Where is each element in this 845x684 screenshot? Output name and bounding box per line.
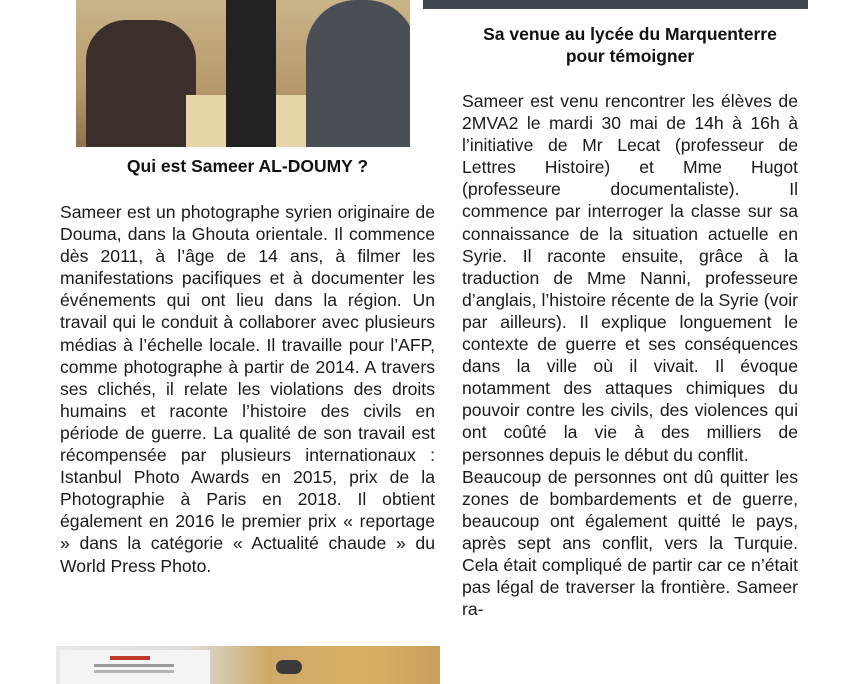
photo-speaker-legs (226, 0, 276, 147)
photo-projection-screen (60, 650, 210, 684)
photo-student-left (86, 20, 196, 147)
section-heading-who: Qui est Sameer AL-DOUMY ? (126, 156, 369, 176)
photo-device (276, 660, 302, 674)
photo-screen-logo (110, 656, 150, 660)
photo-right-top-edge (423, 0, 808, 9)
photo-student-right (306, 0, 410, 147)
photo-screen-text (94, 664, 174, 667)
paragraph-biography: Sameer est un photographe syrien originaire de Douma, dans la Ghouta orientale. Il commence dès 2011, à l’âge de 14 ans, à filmer les manifestations pacifiques et à documenter les événements qui ont lieu dans la région. Un travail qui le conduit à collaborer avec plusieurs médias à l’échelle locale. Il travaille pour l’AFP, comme photographe à partir de 2014. A travers ses clichés, il relate les violations des droits humains et raconte l’histoire des civils en période de guerre. La qualité de son travail est récompensée par plusieurs internationaux : Istanbul Photo Awards en 2015, prix de la Photographie à Paris en 2018. Il obtient également en 2016 le premier prix « reportage » dans la catégorie « Actualité chaude » du World Press Photo. (60, 202, 435, 576)
photo-classroom-top (76, 0, 410, 147)
section-heading-visit: Sa venue au lycée du Marquenterre pour témoigner (483, 24, 777, 66)
article-column-right (462, 90, 798, 620)
photo-presentation-bottom (56, 646, 440, 684)
paragraph-visit: Sameer est venu rencontrer les élèves de 2MVA2 le mardi 30 mai de 14h à 16h à l’initiative de Mr Lecat (professeur de Lettres Histoire) et Mme Hugot (professeure documentaliste). Il commence par interroger la classe sur sa connaissance de la situation actuelle en Syrie. Il raconte ensuite, grâce à la traduction de Mme Nanni, professeure d’anglais, l’histoire récente de la Syrie (voir par ailleurs). Il explique longuement le contexte de guerre et ses conséquences dans la ville où il vivait. Il évoque notamment des attaques chimiques du pouvoir contre les civils, des violences qui ont coûté la vie à des milliers de personnes depuis le début du conflit. (462, 91, 798, 465)
paragraph-exodus: Beaucoup de personnes ont dû quitter les zones de bombardements et de guerre, beaucoup ont également quitté le pays, après sept ans conflit, vers la Turquie. Cela était compliqué de partir car ce n’était pas légal de traverser la frontière. Sameer ra- (462, 466, 798, 620)
article-column-left (60, 201, 435, 577)
